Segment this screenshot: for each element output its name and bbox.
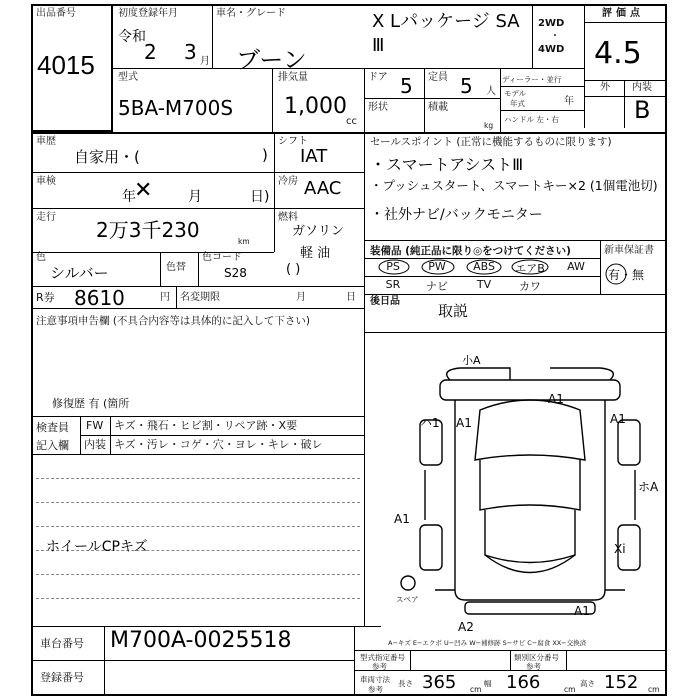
lot-number: 4015 [37,50,95,80]
title-change-day: 日 [346,292,356,303]
color-label: 色 [36,252,46,263]
dims-len-label: 長さ [398,679,413,688]
inspection-label: 車検 [36,176,56,187]
score-value: 4.5 [594,36,642,71]
recycle-value: 8610 [74,286,125,310]
warranty-circle [604,262,628,286]
shift-value: IAT [300,146,328,167]
model-value: 5BA-M700S [118,96,234,120]
chassis-label: 車台番号 [40,637,84,650]
drive-2wd: 2WD [538,18,565,29]
damage-mark-rear-right: A1 [574,604,590,618]
class-no-sub: 参考 [526,662,541,671]
displacement-label: 排気量 [278,72,308,83]
doors-label: ドア [368,72,388,83]
sales-point-1: ・スマートアシストⅢ [370,155,524,174]
color-swatch-label: 色替 [166,262,186,273]
first-reg-month-unit: 月 [200,56,210,67]
equip-leather: カワ [519,280,541,293]
spare-label: スペア [396,595,419,604]
inspector-label1: 検査員 [36,421,69,434]
fuel-paren: ( ) [286,262,301,277]
damage-mark-right-front: A1 [610,412,626,426]
car-name-label: 車名・グレード [216,8,286,19]
inspector-row1-head: FW [86,419,104,432]
car-damage-diagram [400,350,660,620]
dims-sub: 参考 [368,685,383,694]
inspection-month: 月 [188,189,202,205]
damage-mark-right-rear: Xi [614,542,626,556]
lot-label: 出品番号 [36,8,76,19]
damage-mark-left-side: A1 [394,512,410,526]
title-change-label: 名変期限 [180,292,220,303]
fuel-diesel: 軽 油 [300,246,331,261]
equipment-label: 装備品 (純正品に限り◎をつけてください) [370,245,571,257]
inspector-row2: キズ・汚レ・コゲ・穴・ヨレ・キレ・破レ [114,438,323,451]
dims-hgt: 152 [604,672,639,693]
chassis-value: M700A-0025518 [110,628,292,653]
recycle-unit: 円 [160,292,170,303]
equip-sr: SR [385,278,401,291]
handle-label: ハンドル 左・右 [504,115,559,124]
mileage-label: 走行 [36,212,56,223]
recycle-label: R券 [36,291,55,304]
sales-points-label: セールスポイント (正常に機能するものに限ります) [370,136,612,148]
equip-airbag: エアB [515,262,545,275]
damage-mark-left-front: A1 [456,416,472,430]
shape-label: 形状 [368,102,388,113]
dims-wid: 166 [506,672,541,693]
title-change-month: 月 [296,292,306,303]
inspector-label2: 記入欄 [36,439,69,452]
damage-legend: A−キズ E−エクボ U−凹み W−補修跡 S−サビ C−腐食 XX−交換済 [388,639,587,647]
capacity-value: 5 [460,74,473,98]
inspection-year: 年 [122,189,136,205]
class-no-label: 類別区分番号 [514,653,559,662]
dims-hgt-label: 高さ [580,679,595,688]
first-reg-month: 3 [184,40,197,64]
equip-tv: TV [476,278,492,291]
car-grade: X Lパッケージ SA Ⅲ [372,11,520,56]
fuel-label: 燃料 [278,212,298,223]
damage-mark-rear: A2 [458,620,474,634]
fuel-gasoline: ガソリン [292,224,345,239]
dims-len: 365 [422,672,457,693]
notes-label: 注意事項申告欄 (不具合内容等は具体的に記入して下さい) [36,315,311,327]
inspector-row2-head: 内装 [84,438,106,451]
damage-mark-front: 小A [462,354,481,367]
type-no-sub: 参考 [372,662,387,671]
damage-mark-front-right: A1 [548,392,564,406]
capacity-unit: 人 [486,86,496,97]
warranty-value: 有・無 [608,268,645,282]
back-seat-label: 後日品 [370,296,400,307]
score-int-value: B [634,96,651,124]
model-label: 型式 [118,72,138,83]
repair-history: 修復歴 有 (箇所 [52,397,130,410]
doors-value: 5 [400,74,413,98]
cooler-label: 冷房 [278,176,298,187]
score-int-label: 内装 [632,82,652,93]
equip-navi: ナビ [426,280,448,293]
shift-label: シフト [278,136,308,147]
sales-point-3: ・社外ナビ/バックモニター [370,207,543,223]
history-value: 自家用・( [74,148,140,166]
equip-ps: PS [386,260,400,273]
color-code: S28 [224,266,247,280]
load-label: 積載 [428,102,448,113]
drive-4wd: 4WD [538,44,565,55]
first-reg-era: 令和 [118,29,146,45]
model-year-label2: 年式 [510,99,525,108]
equip-pw: PW [428,260,446,273]
mileage-value: 2万3千230 [96,218,200,242]
equip-abs: ABS [473,260,495,273]
score-ext-label: 外 [600,82,610,93]
equipment-circles [364,256,604,296]
color-code-label: 色コード [202,252,242,263]
dims-wid-unit: cm [564,685,576,694]
drive-sep: ・ [550,31,560,42]
damage-mark-left-fender: ハ1 [420,416,440,430]
displacement-value: 1,000 [284,94,347,119]
reg-no-label: 登録番号 [40,671,84,684]
inspection-day: 日) [250,189,270,205]
history-close: ) [262,146,268,164]
damage-mark-right-side: ホA [638,480,659,494]
displacement-unit: cc [346,116,357,127]
dims-hgt-unit: cm [648,685,660,694]
dims-len-unit: cm [470,685,482,694]
capacity-label: 定員 [428,72,448,83]
model-year-unit: 年 [564,96,574,107]
dealer-label: ディーラー・並行 [502,75,562,84]
inspection-struck: ✕ [134,178,153,203]
first-reg-year: 2 [144,40,157,64]
dims-label: 車両寸法 [360,675,390,684]
model-year-label: モデル [504,89,527,98]
mileage-unit: km [238,237,250,246]
cooler-value: AAC [304,178,342,199]
car-name: ブーン [236,46,307,74]
dims-wid-label: 幅 [484,679,492,688]
first-reg-label: 初度登録年月 [118,8,178,19]
score-label: 評価点 [602,8,644,19]
history-label: 車歴 [36,136,56,147]
warranty-label: 新車保証書 [604,245,654,256]
sales-point-2: ・プッシュスタート、スマートキー×2 (1個電池切) [370,178,658,193]
load-unit: kg [484,121,494,130]
inspector-note: ホイールCPキズ [46,539,148,555]
inspector-row1: キズ・飛石・ヒビ割・リペア跡・X要 [114,419,298,432]
back-seat-value: 取説 [438,302,469,320]
equip-aw: AW [567,260,585,273]
color-value: シルバー [50,264,109,282]
type-no-label: 型式指定番号 [360,653,405,662]
